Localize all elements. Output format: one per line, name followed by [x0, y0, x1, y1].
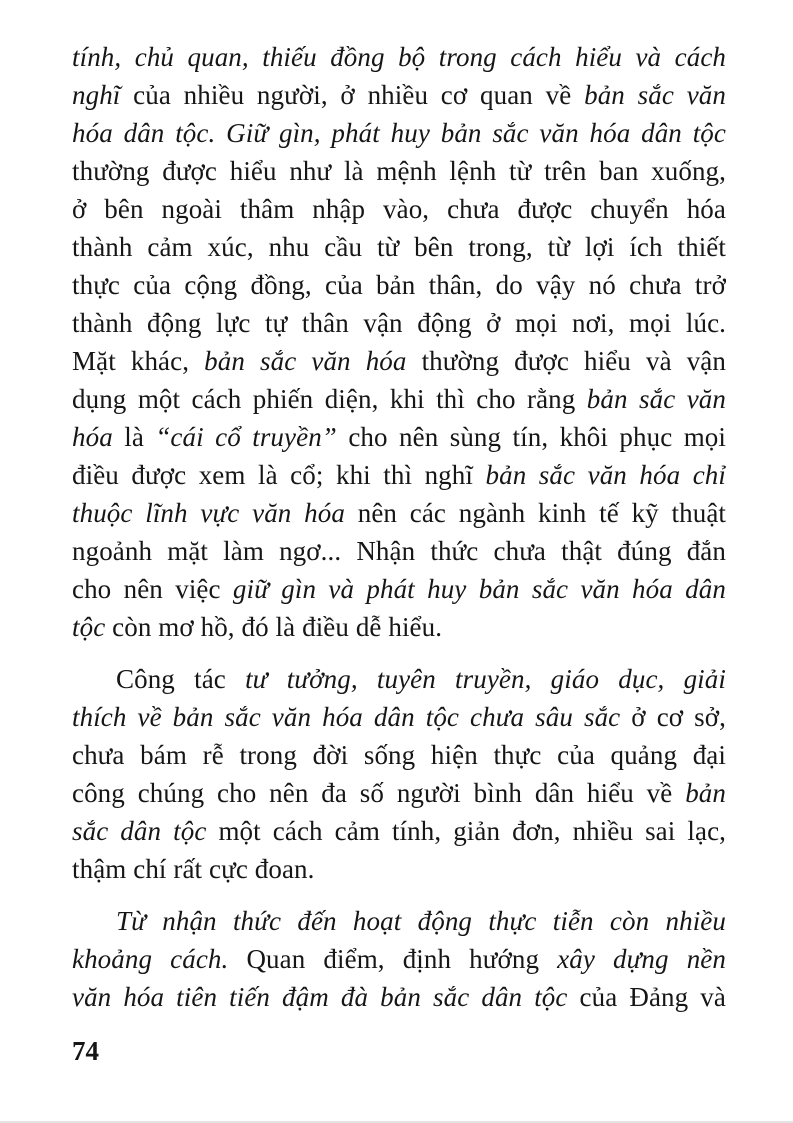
text-line	[72, 38, 726, 76]
text-line	[72, 570, 726, 608]
paragraph	[72, 660, 726, 888]
text-run: bản sắc văn	[586, 384, 726, 414]
text-run: văn hóa tiên tiến đậm đà bản sắc dân tộc	[72, 982, 580, 1012]
text-run: thuộc lĩnh vực văn hóa	[72, 498, 358, 528]
text-run: thích về bản sắc văn hóa dân tộc chưa sâu sắc	[72, 702, 632, 732]
text-run: điều được xem là cổ; khi thì nghĩ	[72, 460, 486, 490]
text-run: là	[124, 422, 156, 452]
text-block	[72, 38, 726, 1016]
text-line	[72, 736, 726, 774]
text-line	[72, 850, 726, 888]
text-run: còn mơ hồ, đó là điều dễ hiểu.	[112, 612, 443, 642]
text-run: cho nên sùng tín, khôi phục mọi	[348, 422, 726, 452]
text-line	[72, 774, 726, 812]
text-run: tộc	[72, 612, 113, 642]
text-run: thường được hiểu như là mệnh lệnh từ trên ban xuống,	[72, 156, 726, 186]
text-line	[72, 342, 726, 380]
text-line	[72, 190, 726, 228]
text-run: thực của cộng đồng, của bản thân, do vậy nó chưa trở	[72, 270, 726, 300]
text-line	[72, 380, 726, 418]
text-run: “cái cổ truyền”	[155, 422, 349, 452]
text-run: thành cảm xúc, nhu cầu từ bên trong, từ lợi ích thiết	[72, 232, 726, 262]
text-run: tính, chủ quan, thiếu đồng bộ trong cách hiểu và cách	[72, 42, 726, 72]
text-run: của Đảng và	[579, 982, 726, 1012]
text-run: bản sắc văn	[584, 80, 726, 110]
text-run: bản	[685, 778, 726, 808]
text-run: của nhiều người, ở nhiều cơ quan về	[133, 80, 585, 110]
text-line	[72, 660, 726, 698]
text-run: khoảng cách.	[72, 944, 247, 974]
text-run: Công tác	[116, 664, 246, 694]
text-run: hóa dân tộc. Giữ gìn, phát huy bản sắc văn hóa dân tộc	[72, 118, 726, 148]
text-line	[72, 152, 726, 190]
text-run: bản sắc văn hóa	[204, 346, 422, 376]
text-line	[72, 978, 726, 1016]
text-run: bản sắc văn hóa chỉ	[485, 460, 726, 490]
text-line	[72, 304, 726, 342]
text-run: ngoảnh mặt làm ngơ... Nhận thức chưa thật đúng đắn	[72, 536, 726, 566]
paragraph	[72, 902, 726, 1016]
text-run: ở cơ sở,	[631, 702, 726, 732]
text-run: công chúng cho nên đa số người bình dân hiểu về	[72, 778, 686, 808]
text-run: xây dựng nền	[557, 944, 726, 974]
text-line	[72, 114, 726, 152]
text-line	[72, 76, 726, 114]
text-line	[72, 456, 726, 494]
page-number: 74	[72, 1036, 99, 1066]
text-run: chưa bám rễ trong đời sống hiện thực của quảng đại	[72, 740, 726, 770]
text-line	[72, 532, 726, 570]
text-line	[72, 228, 726, 266]
text-run: Mặt khác,	[72, 346, 205, 376]
text-run: thành động lực tự thân vận động ở mọi nơi, mọi lúc.	[72, 308, 726, 338]
text-line	[72, 494, 726, 532]
text-run: Quan điểm, định hướng	[246, 944, 558, 974]
paragraph	[72, 38, 726, 646]
text-run: ở bên ngoài thâm nhập vào, chưa được chuyển hóa	[72, 194, 726, 224]
text-line	[72, 902, 726, 940]
text-run: nghĩ	[72, 80, 134, 110]
text-run: hóa	[72, 422, 125, 452]
text-run: một cách cảm tính, giản đơn, nhiều sai lạc,	[218, 816, 726, 846]
text-run: dụng một cách phiến diện, khi thì cho rằng	[72, 384, 587, 414]
text-line	[72, 812, 726, 850]
text-run: cho nên việc	[72, 574, 233, 604]
text-run: tư tưởng, tuyên truyền, giáo dục, giải	[245, 664, 726, 694]
text-run: giữ gìn và phát huy bản sắc văn hóa dân	[232, 574, 726, 604]
text-run: sắc dân tộc	[72, 816, 219, 846]
text-line	[72, 698, 726, 736]
text-line	[72, 418, 726, 456]
text-run: thậm chí rất cực đoan.	[72, 854, 315, 884]
text-run: thường được hiểu và vận	[421, 346, 726, 376]
text-line	[72, 940, 726, 978]
text-line	[72, 266, 726, 304]
text-run: Từ nhận thức đến hoạt động thực tiễn còn nhiều	[116, 906, 726, 936]
text-run: nên các ngành kinh tế kỹ thuật	[357, 498, 726, 528]
text-line	[72, 608, 726, 646]
